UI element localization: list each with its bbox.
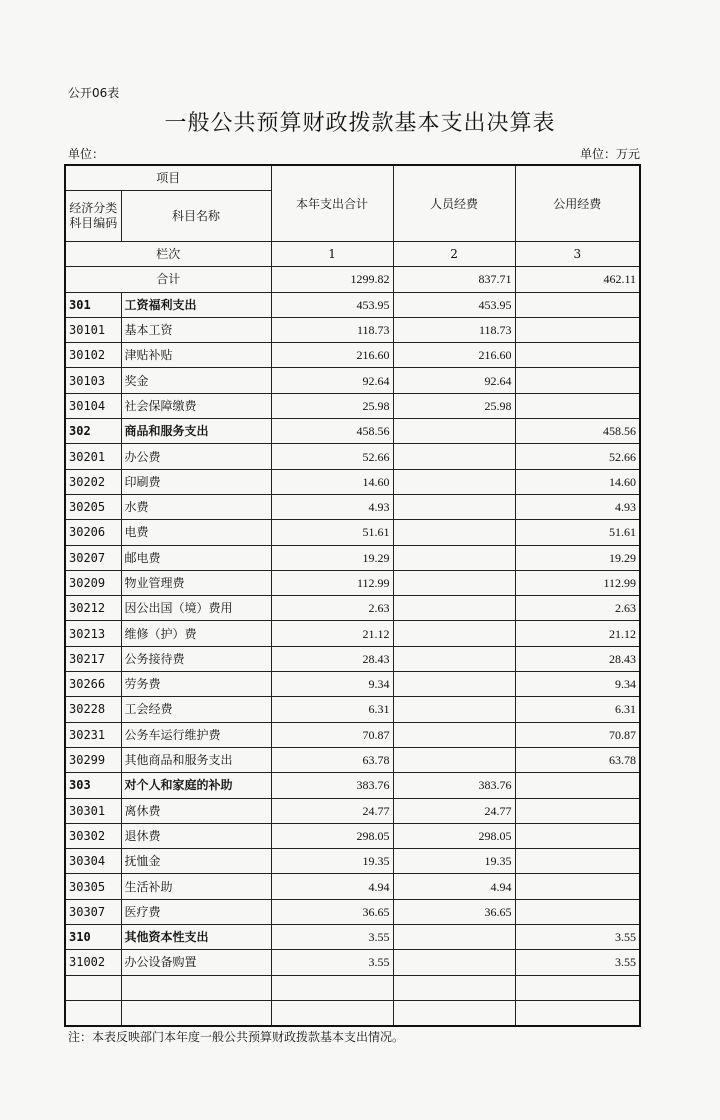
table-row — [65, 722, 640, 747]
row-name: 公务车运行维护费 — [121, 722, 271, 747]
row-name: 基本工资 — [121, 317, 271, 342]
blank-cell — [65, 975, 121, 1000]
row-personnel: 36.65 — [393, 899, 515, 924]
row-code: 30207 — [65, 545, 121, 570]
row-public — [515, 292, 640, 317]
row-public: 3.55 — [515, 925, 640, 950]
row-public: 14.60 — [515, 469, 640, 494]
summary-label: 合计 — [65, 267, 271, 292]
table-row — [65, 469, 640, 494]
row-code: 30231 — [65, 722, 121, 747]
row-total: 92.64 — [271, 368, 393, 393]
row-name: 工会经费 — [121, 697, 271, 722]
row-personnel — [393, 596, 515, 621]
row-name: 离休费 — [121, 798, 271, 823]
column-index-label: 栏次 — [65, 242, 271, 267]
row-code: 30103 — [65, 368, 121, 393]
row-total: 118.73 — [271, 317, 393, 342]
row-code: 30205 — [65, 494, 121, 519]
row-name: 公务接待费 — [121, 646, 271, 671]
row-total: 9.34 — [271, 672, 393, 697]
table-row — [65, 950, 640, 975]
row-personnel: 298.05 — [393, 823, 515, 848]
document-title: 一般公共预算财政拨款基本支出决算表 — [164, 111, 556, 136]
row-code: 30104 — [65, 393, 121, 418]
blank-cell — [65, 1000, 121, 1026]
row-total: 383.76 — [271, 773, 393, 798]
row-public: 51.61 — [515, 520, 640, 545]
row-total: 458.56 — [271, 419, 393, 444]
row-public — [515, 368, 640, 393]
row-total: 70.87 — [271, 722, 393, 747]
row-total: 51.61 — [271, 520, 393, 545]
row-total: 3.55 — [271, 950, 393, 975]
row-name: 其他商品和服务支出 — [121, 747, 271, 772]
row-name: 劳务费 — [121, 672, 271, 697]
table-row — [65, 545, 640, 570]
table-row — [65, 393, 640, 418]
row-personnel — [393, 697, 515, 722]
row-total: 2.63 — [271, 596, 393, 621]
row-code: 30302 — [65, 823, 121, 848]
row-code: 30206 — [65, 520, 121, 545]
row-name: 商品和服务支出 — [121, 419, 271, 444]
row-name: 办公费 — [121, 444, 271, 469]
row-total: 19.29 — [271, 545, 393, 570]
row-code: 301 — [65, 292, 121, 317]
summary-personnel: 837.71 — [393, 267, 515, 292]
row-personnel: 216.60 — [393, 343, 515, 368]
row-public — [515, 798, 640, 823]
table-row — [65, 368, 640, 393]
row-code: 31002 — [65, 950, 121, 975]
row-total: 6.31 — [271, 697, 393, 722]
row-total: 36.65 — [271, 899, 393, 924]
row-total: 25.98 — [271, 393, 393, 418]
row-code: 30201 — [65, 444, 121, 469]
blank-cell — [515, 1000, 640, 1026]
column-index-3: 3 — [515, 242, 640, 267]
row-name: 办公设备购置 — [121, 950, 271, 975]
econ-code-header: 经济分类科目编码 — [65, 191, 121, 242]
table-row — [65, 798, 640, 823]
blank-row — [65, 1000, 640, 1026]
personnel-column-header: 人员经费 — [393, 165, 515, 242]
row-code: 30301 — [65, 798, 121, 823]
row-code: 30101 — [65, 317, 121, 342]
row-name: 奖金 — [121, 368, 271, 393]
row-total: 3.55 — [271, 925, 393, 950]
row-code: 303 — [65, 773, 121, 798]
row-personnel — [393, 570, 515, 595]
row-personnel: 4.94 — [393, 874, 515, 899]
row-name: 生活补助 — [121, 874, 271, 899]
row-total: 453.95 — [271, 292, 393, 317]
row-public: 63.78 — [515, 747, 640, 772]
row-code: 30217 — [65, 646, 121, 671]
row-personnel: 118.73 — [393, 317, 515, 342]
row-public — [515, 317, 640, 342]
table-row — [65, 823, 640, 848]
table-row — [65, 925, 640, 950]
table-row — [65, 899, 640, 924]
row-name: 因公出国（境）费用 — [121, 596, 271, 621]
row-name: 邮电费 — [121, 545, 271, 570]
row-public — [515, 393, 640, 418]
table-row — [65, 747, 640, 772]
blank-row — [65, 975, 640, 1000]
row-code: 30202 — [65, 469, 121, 494]
row-code: 30299 — [65, 747, 121, 772]
blank-cell — [393, 1000, 515, 1026]
row-personnel — [393, 747, 515, 772]
table-row — [65, 773, 640, 798]
row-code: 310 — [65, 925, 121, 950]
row-total: 14.60 — [271, 469, 393, 494]
row-name: 物业管理费 — [121, 570, 271, 595]
row-code: 30212 — [65, 596, 121, 621]
row-public — [515, 773, 640, 798]
row-code: 302 — [65, 419, 121, 444]
subject-name-header: 科目名称 — [121, 191, 271, 242]
table-row — [65, 849, 640, 874]
row-public — [515, 823, 640, 848]
project-header: 项目 — [65, 165, 271, 191]
row-code: 30228 — [65, 697, 121, 722]
row-public: 3.55 — [515, 950, 640, 975]
row-personnel: 25.98 — [393, 393, 515, 418]
table-row — [65, 672, 640, 697]
blank-cell — [393, 975, 515, 1000]
row-name: 抚恤金 — [121, 849, 271, 874]
table-row — [65, 570, 640, 595]
row-personnel — [393, 444, 515, 469]
row-personnel: 19.35 — [393, 849, 515, 874]
row-name: 社会保障缴费 — [121, 393, 271, 418]
summary-total: 1299.82 — [271, 267, 393, 292]
footnote: 注：本表反映部门本年度一般公共预算财政拨款基本支出情况。 — [68, 1030, 405, 1044]
row-personnel — [393, 950, 515, 975]
row-personnel — [393, 621, 515, 646]
table-row — [65, 646, 640, 671]
row-code: 30305 — [65, 874, 121, 899]
public-column-header: 公用经费 — [515, 165, 640, 242]
summary-row — [65, 267, 640, 292]
expenditure-table — [64, 164, 641, 1027]
row-total: 216.60 — [271, 343, 393, 368]
row-public — [515, 849, 640, 874]
row-code: 30266 — [65, 672, 121, 697]
row-total: 28.43 — [271, 646, 393, 671]
row-total: 112.99 — [271, 570, 393, 595]
row-total: 4.93 — [271, 494, 393, 519]
blank-cell — [121, 1000, 271, 1026]
blank-cell — [271, 975, 393, 1000]
row-total: 52.66 — [271, 444, 393, 469]
row-public: 70.87 — [515, 722, 640, 747]
row-name: 其他资本性支出 — [121, 925, 271, 950]
row-personnel: 383.76 — [393, 773, 515, 798]
row-total: 63.78 — [271, 747, 393, 772]
row-personnel: 453.95 — [393, 292, 515, 317]
header-row-project — [65, 165, 640, 191]
row-personnel: 24.77 — [393, 798, 515, 823]
currency-unit-label: 单位：万元 — [579, 147, 640, 161]
row-personnel: 92.64 — [393, 368, 515, 393]
row-name: 维修（护）费 — [121, 621, 271, 646]
table-row — [65, 494, 640, 519]
column-index-1: 1 — [271, 242, 393, 267]
unit-name-label: 单位： — [68, 147, 105, 161]
row-code: 30209 — [65, 570, 121, 595]
row-public: 2.63 — [515, 596, 640, 621]
row-total: 21.12 — [271, 621, 393, 646]
table-row — [65, 292, 640, 317]
row-personnel — [393, 722, 515, 747]
row-personnel — [393, 672, 515, 697]
row-name: 退休费 — [121, 823, 271, 848]
column-index-row — [65, 242, 640, 267]
row-public: 19.29 — [515, 545, 640, 570]
row-total: 298.05 — [271, 823, 393, 848]
row-personnel — [393, 469, 515, 494]
table-row — [65, 874, 640, 899]
row-personnel — [393, 419, 515, 444]
row-public: 28.43 — [515, 646, 640, 671]
row-name: 印刷费 — [121, 469, 271, 494]
row-name: 电费 — [121, 520, 271, 545]
row-public: 112.99 — [515, 570, 640, 595]
blank-cell — [515, 975, 640, 1000]
row-total: 4.94 — [271, 874, 393, 899]
row-code: 30102 — [65, 343, 121, 368]
table-row — [65, 419, 640, 444]
row-personnel — [393, 925, 515, 950]
table-row — [65, 520, 640, 545]
row-total: 24.77 — [271, 798, 393, 823]
column-index-2: 2 — [393, 242, 515, 267]
row-code: 30304 — [65, 849, 121, 874]
row-personnel — [393, 646, 515, 671]
row-code: 30307 — [65, 899, 121, 924]
row-public — [515, 874, 640, 899]
table-row — [65, 317, 640, 342]
row-public: 458.56 — [515, 419, 640, 444]
row-personnel — [393, 494, 515, 519]
row-public: 4.93 — [515, 494, 640, 519]
row-name: 对个人和家庭的补助 — [121, 773, 271, 798]
table-row — [65, 621, 640, 646]
blank-cell — [121, 975, 271, 1000]
row-name: 津贴补贴 — [121, 343, 271, 368]
table-row — [65, 596, 640, 621]
row-public: 6.31 — [515, 697, 640, 722]
row-public — [515, 899, 640, 924]
table-number-label: 公开06表 — [68, 86, 120, 100]
row-name: 医疗费 — [121, 899, 271, 924]
summary-public: 462.11 — [515, 267, 640, 292]
table-row — [65, 444, 640, 469]
table-row — [65, 697, 640, 722]
row-public: 52.66 — [515, 444, 640, 469]
row-public — [515, 343, 640, 368]
blank-cell — [271, 1000, 393, 1026]
row-public: 9.34 — [515, 672, 640, 697]
row-code: 30213 — [65, 621, 121, 646]
table-row — [65, 343, 640, 368]
row-name: 水费 — [121, 494, 271, 519]
row-personnel — [393, 520, 515, 545]
total-column-header: 本年支出合计 — [271, 165, 393, 242]
row-total: 19.35 — [271, 849, 393, 874]
row-public: 21.12 — [515, 621, 640, 646]
row-name: 工资福利支出 — [121, 292, 271, 317]
row-personnel — [393, 545, 515, 570]
